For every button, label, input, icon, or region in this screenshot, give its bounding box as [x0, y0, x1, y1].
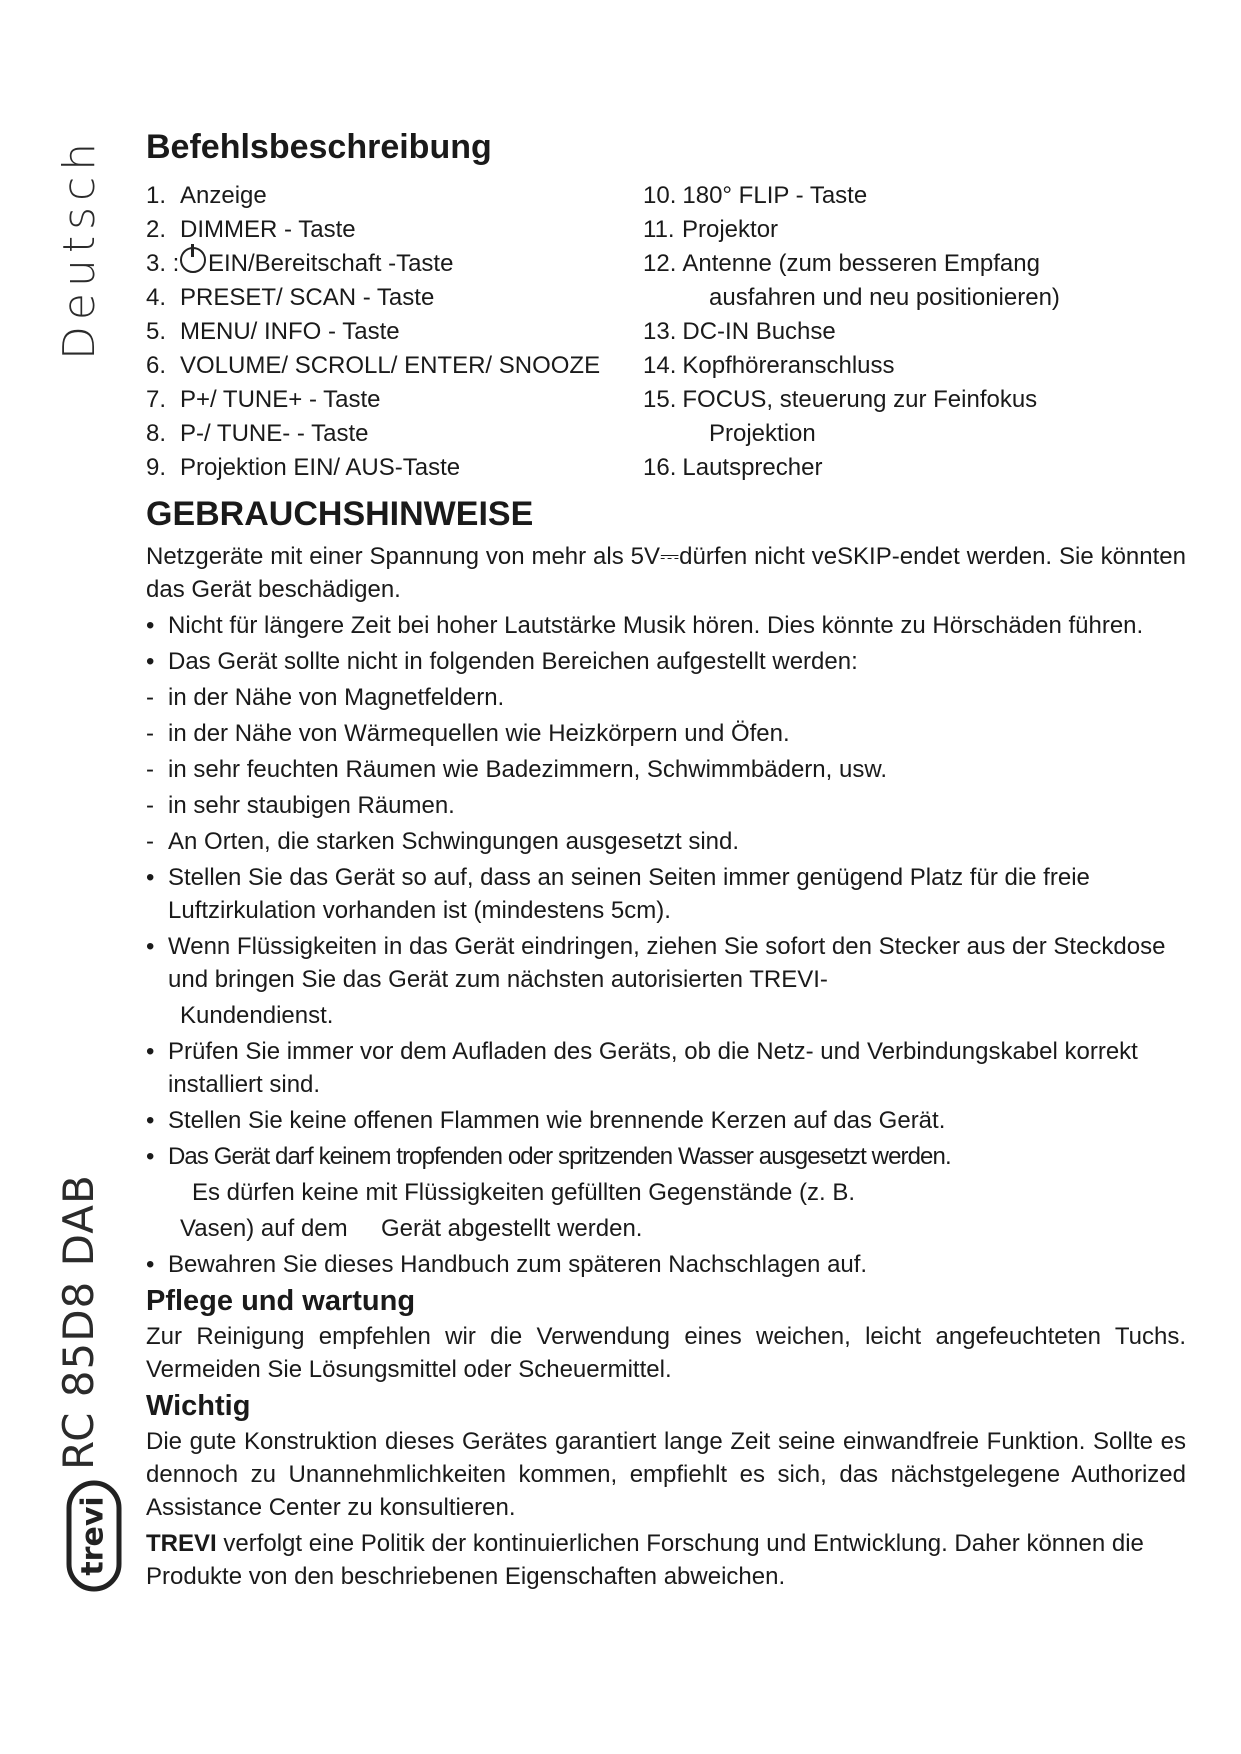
control-item: 12. Antenne (zum besseren Empfang ausfahren und neu positionieren)	[643, 250, 1060, 311]
control-item: 2. DIMMER - Taste	[146, 216, 356, 243]
usage-bullet: • Stellen Sie das Gerät so auf, dass an seinen Seiten immer genügend Platz für die freie Luftzirkulation vorhanden ist (mindestens 5cm).	[146, 861, 1186, 927]
logo-text: trevi	[75, 1496, 111, 1576]
control-item: 1. Anzeige	[146, 182, 267, 209]
usage-dash-item: - in der Nähe von Wärmequellen wie Heizkörpern und Öfen.	[146, 717, 1186, 750]
usage-bullet: • Nicht für längere Zeit bei hoher Lautstärke Musik hören. Dies könnte zu Hörschäden führen.	[146, 609, 1186, 642]
control-item: 4. PRESET/ SCAN - Taste	[146, 284, 435, 311]
usage-intro: Netzgeräte mit einer Spannung von mehr als 5V⎓dürfen nicht veSKIP-endet werden. Sie könnten das Gerät beschädigen.	[146, 543, 1186, 603]
controls-right-column	[643, 179, 1146, 485]
usage-continuation: Es dürfen keine mit Flüssigkeiten gefüllten Gegenstände (z. B.	[192, 1179, 856, 1206]
usage-dash-item: - in sehr feuchten Räumen wie Badezimmern, Schwimmbädern, usw.	[146, 753, 1186, 786]
control-item: 13. DC-IN Buchse	[643, 318, 836, 345]
language-label: Deutsch	[54, 136, 105, 360]
usage-title: GEBRAUCHSHINWEISE	[146, 495, 534, 533]
control-item: 11. Projektor	[643, 216, 779, 243]
policy-text	[146, 1527, 1186, 1593]
usage-dash-item: - An Orten, die starken Schwingungen ausgesetzt sind.	[146, 825, 1186, 858]
control-item: 3. : EIN/Bereitschaft -Taste	[146, 247, 676, 281]
control-item: 9. Projektion EIN/ AUS-Taste	[146, 454, 461, 481]
power-icon	[180, 247, 206, 273]
important-text: Die gute Konstruktion dieses Gerätes garantiert lange Zeit seine einwandfreie Funktion. Sollte es dennoch zu Unannehmlichkeiten kommen, empfiehlt es sich, das nächstgelegene Authorized Assistance Center zu konsultieren.	[146, 1428, 1186, 1521]
usage-bullet: • Das Gerät sollte nicht in folgenden Bereichen aufgestellt werden:	[146, 645, 1186, 678]
controls-left-column	[146, 179, 676, 485]
usage-bullet: • Wenn Flüssigkeiten in das Gerät eindringen, ziehen Sie sofort den Stecker aus der Steckdose und bringen Sie das Gerät zum nächsten autorisierten TREVI-	[146, 930, 1186, 996]
usage-bullet: • Das Gerät darf keinem tropfenden oder spritzenden Wasser ausgesetzt werden.	[146, 1140, 1186, 1173]
usage-continuation: Vasen) auf dem Gerät abgestellt werden.	[180, 1215, 643, 1242]
policy-body: verfolgt eine Politik der kontinuierlichen Forschung und Entwicklung. Daher können die Produkte von den beschriebenen Eigenschaften abweichen.	[146, 1530, 1144, 1590]
usage-continuation: Kundendienst.	[180, 1002, 334, 1029]
page-content	[146, 128, 1186, 1596]
control-item: 15. FOCUS, steuerung zur Feinfokus Projektion	[643, 386, 1038, 447]
controls-title: Befehlsbeschreibung	[146, 128, 492, 166]
control-item: 5. MENU/ INFO - Taste	[146, 318, 400, 345]
usage-bullet: • Prüfen Sie immer vor dem Aufladen des Geräts, ob die Netz- und Verbindungskabel korrekt installiert sind.	[146, 1035, 1186, 1101]
usage-dash-item: - in sehr staubigen Räumen.	[146, 789, 1186, 822]
usage-bullet: • Bewahren Sie dieses Handbuch zum späteren Nachschlagen auf.	[146, 1248, 1186, 1281]
control-item: 14. Kopfhöreranschluss	[643, 352, 895, 379]
usage-bullet: • Stellen Sie keine offenen Flammen wie brennende Kerzen auf das Gerät.	[146, 1104, 1186, 1137]
care-title: Pflege und wartung	[146, 1285, 416, 1317]
brand-name: TREVI	[146, 1530, 217, 1557]
controls-list	[146, 179, 1186, 485]
control-item: 7. P+/ TUNE+ - Taste	[146, 386, 381, 413]
model-label: RC 85D8 DAB	[54, 1174, 103, 1470]
control-item: 6. VOLUME/ SCROLL/ ENTER/ SNOOZE	[146, 352, 601, 379]
control-item: 10. 180° FLIP - Taste	[643, 182, 868, 209]
trevi-logo	[66, 1480, 122, 1592]
control-item: 16. Lautsprecher	[643, 454, 823, 481]
care-text: Zur Reinigung empfehlen wir die Verwendung eines weichen, leicht angefeuchteten Tuchs. Vermeiden Sie Lösungsmittel oder Scheuermittel.	[146, 1323, 1186, 1383]
control-item: 8. P-/ TUNE- - Taste	[146, 420, 369, 447]
important-title: Wichtig	[146, 1390, 251, 1422]
usage-dash-item: - in der Nähe von Magnetfeldern.	[146, 681, 1186, 714]
